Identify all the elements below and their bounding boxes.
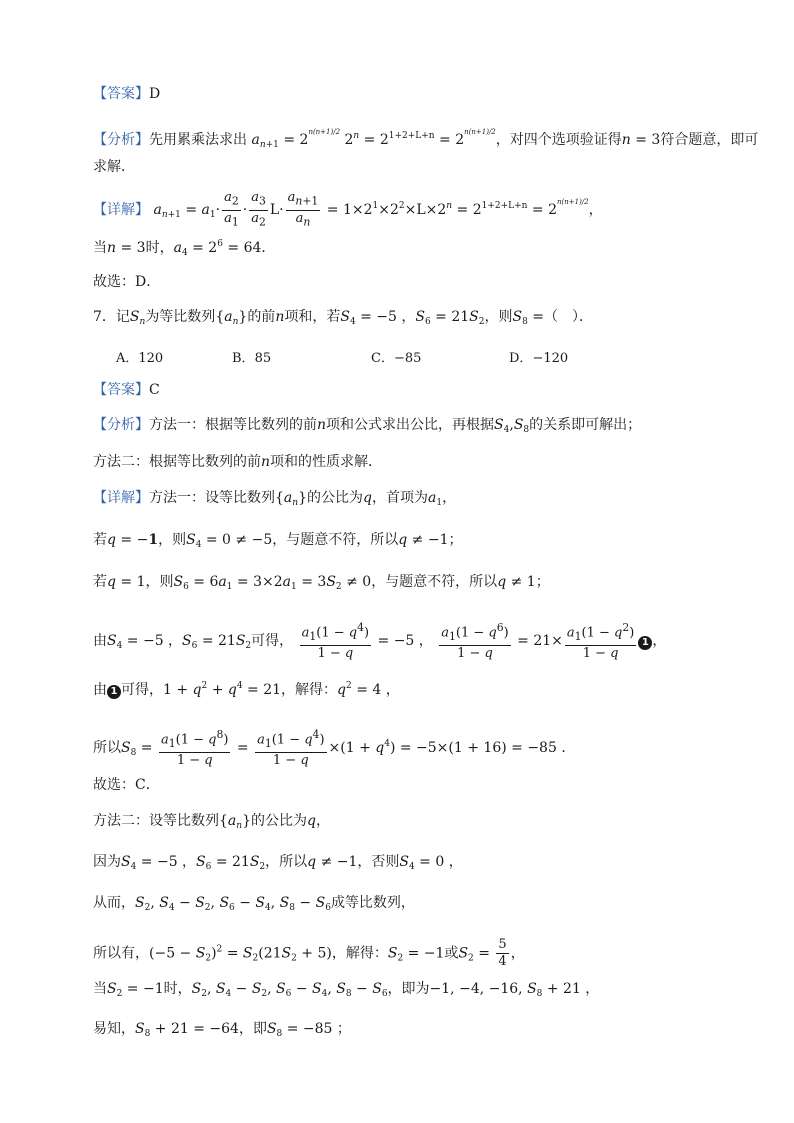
q7-analysis-line-1: 【分析】方法一：根据等比数列的前n项和公式求出公比，再根据$S_4,S_8$的关系即可解出； [93,417,642,435]
q6-answer-line [93,84,754,104]
q6-analysis-line-2: 求解． [93,159,135,175]
option-a: A．120 [116,351,164,366]
analysis-tag: 【分析】 [93,132,149,148]
q7-from-line: 由$S_4 = -5$ ，$S_6 = 21S_2$可得， $\frac{a_1(1 - q^4)}{1 - q}$ = −5 ， $\frac{a_1(1 - q^6)}{1 - q}$ = 21× $\frac{a_1(1 - q^2)}{1 - q}$ 1 ， [93,621,667,661]
q6-choose-line: 故选：D． [93,274,161,290]
answer-tag: 【答案】 [93,86,149,102]
q7-easy-line: 易知，$S_8 + 21 = -64$，即$S_8 = -85$ ； [93,1021,351,1039]
q7-from2-line: 由 1 可得，$1 + q^2 + q^4 = 21$，解得：$q^2 = 4$ ， [93,681,400,698]
q7-because-line: 因为$S_4 = -5$ ，$S_6 = 21S_2$，所以q ≠ −1，否则$S_4 = 0$ ， [93,854,463,872]
q7-case-2: 若q = 1，则$S_6 = 6a_1 = 3\times 2a_1 = 3S_2 \ne 0$，与题意不符，所以q ≠ 1； [93,574,550,592]
option-d: D．−120 [509,351,569,366]
q7-answer-line: 【答案】C [93,382,160,398]
q7-answer: C [149,382,160,398]
q7-analysis-line-2: 方法二：根据等比数列的前n项和的性质求解． [93,454,383,470]
q6-detail-formula: $a_{n+1} = a_1\cdot$ $\frac{a_2}{a_1}$ · $\frac{a_3}{a_2}$ L· $\frac{a_{n+1}}{a_n}$ = $1\times 2^1\times 2^2\times L\times 2^n = 2^{1+2+L+n} = 2^{n(n+1)/2}$， [153,190,603,229]
option-b: B．85 [232,351,272,366]
circled-one-icon: 1 [638,636,652,650]
q6-detail-line [93,190,754,230]
circled-one-icon: 1 [107,685,121,699]
option-c: C．−85 [371,351,422,366]
q7-stem: 7．记$S_n$为等比数列$\{a_n\}$的前n项和，若$S_4 = -5$ ，$S_6 = 21S_2$，则$S_8$ =（ ）． [93,309,594,327]
q7-case-1: 若q = −1，则$S_4 = 0 \ne -5$，与题意不符，所以q ≠ −1； [93,532,463,550]
q7-have-line: 所以有，$(-5 - S_2)^2 = S_2(21S_2 + 5)$，解得：$S_2 = -1$或$S_2$ = $\frac{5}{4}$ ， [93,937,525,969]
q7-thus-line: 从而，$S_2$, $S_4 - S_2$, $S_6 - S_4$, $S_8 - S_6$成等比数列， [93,895,415,913]
q7-when-line: 当$S_2 = -1$时，$S_2$, $S_4 - S_2$, $S_6 - S_4$, $S_8 - S_6$，即为−1, −4, −16, $S_8 + 21$ ， [93,981,600,999]
detail-tag: 【详解】 [93,202,149,219]
q6-analysis-line: 【分析】先用累乘法求出 $a_{n+1} = 2^{n(n+1)/2}$ $2^n = 2^{1+2+L+n} = 2^{n(n+1)/2}$，对四个选项验证得n = 3符合题意，即可 [93,128,759,150]
q6-answer: D [149,86,161,102]
q7-choose-line: 故选：C． [93,777,160,793]
q7-m2-line: 方法二：设等比数列$\{a_n\}$的公比为q， [93,813,330,831]
q7-so-line: 所以$S_8$ = $\frac{a_1(1 - q^8)}{1 - q}$ = $\frac{a_1(1 - q^4)}{1 - q}$ $\times(1 + q^4) = -5\times(1 + 16) = -85$ ． [93,728,576,768]
q6-case-line: 当n = 3时，$a_4 = 2^6 = 64$． [93,239,276,258]
q6-formula: $a_{n+1} = 2^{n(n+1)/2}$ $2^n = 2^{1+2+L+n} = 2^{n(n+1)/2}$ [251,128,496,150]
q7-detail-line: 【详解】方法一：设等比数列$\{a_n\}$的公比为q，首项为$a_1$， [93,490,457,508]
